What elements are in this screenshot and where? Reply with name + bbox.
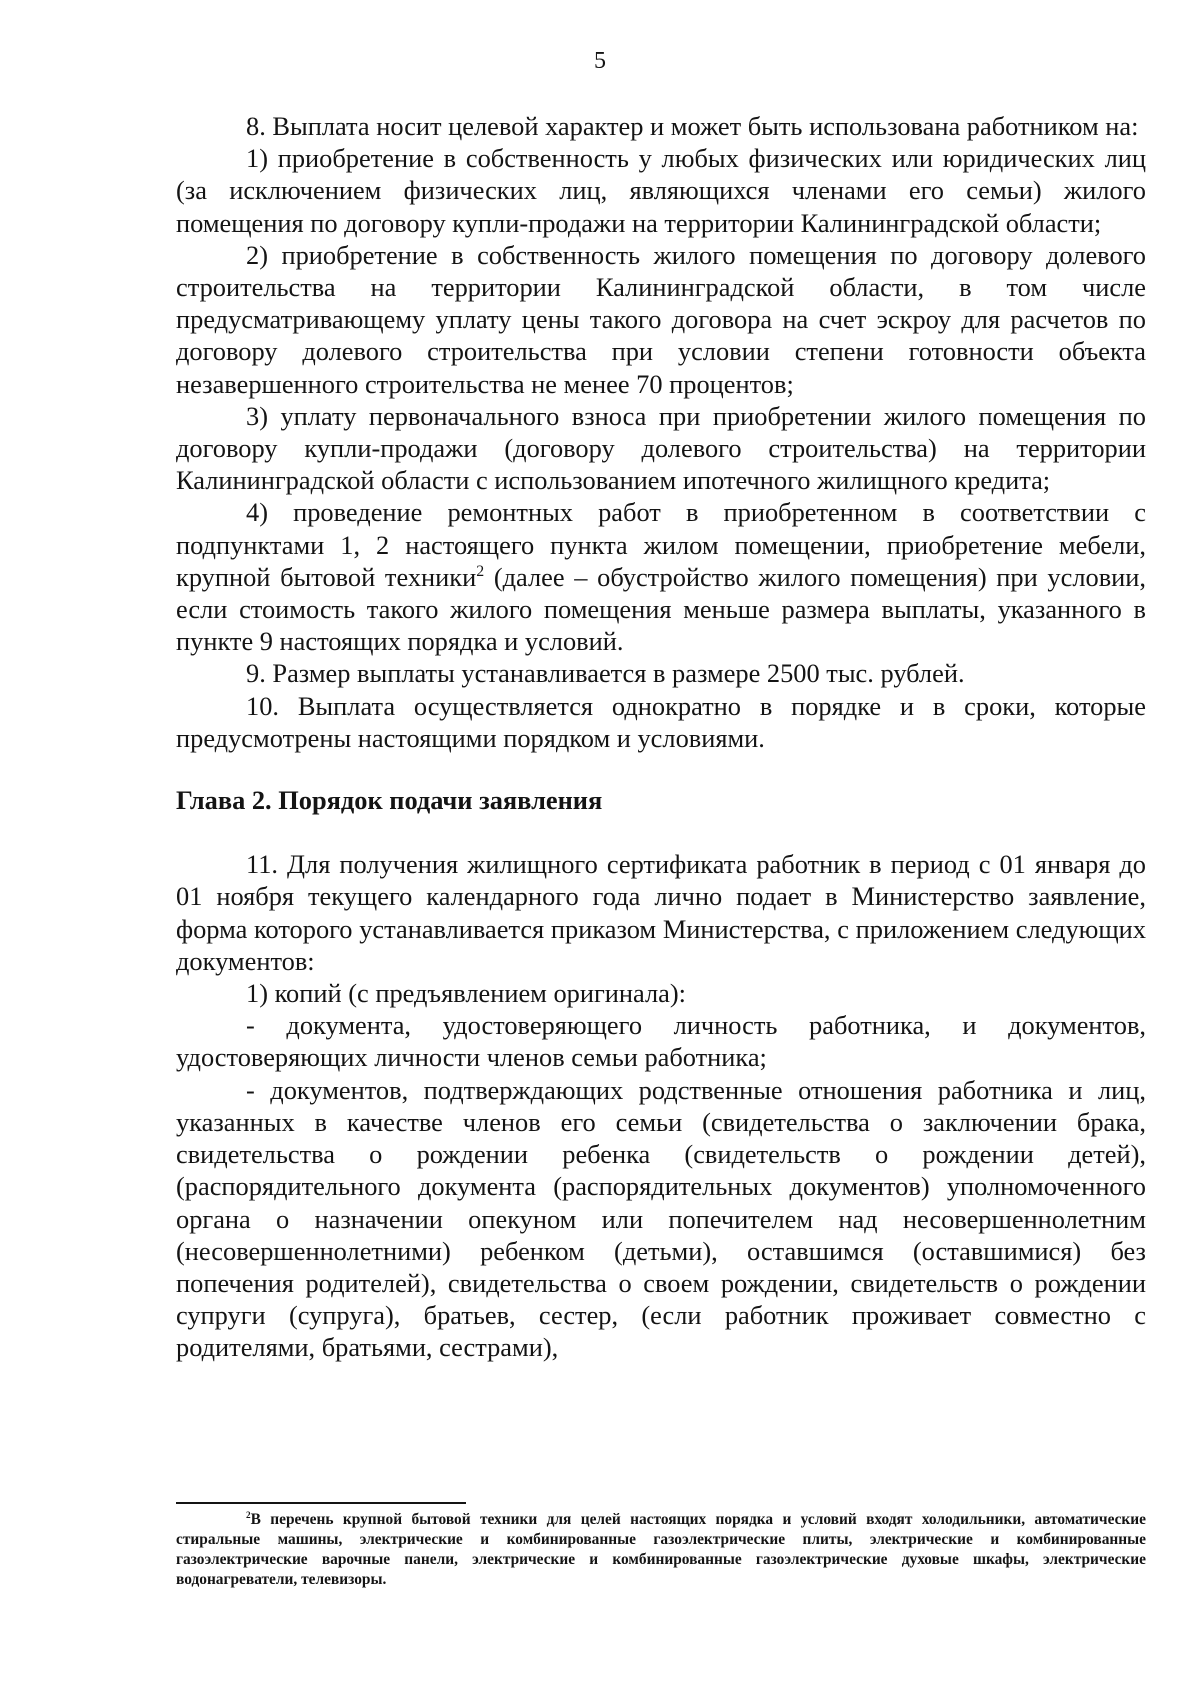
paragraph-8-item-4 (176, 496, 1146, 657)
footnote-text: В перечень крупной бытовой техники для целей настоящих порядка и условий входят холодильники, автоматические стиральные машины, электрические и комбинированные газоэлектрические плиты, электрические и комбинированные газоэлектрические варочные панели, электрические и комбинированные газоэлектрические духовые шкафы, электрические водонагреватели, телевизоры. (176, 1511, 1146, 1588)
paragraph-8-item-4-text-a: 4) проведение ремонтных работ в приобретенном в соответствии с подпунктами 1, 2 настоящего пункта жилом помещении, приобретение мебели, крупной бытовой техники (176, 497, 1146, 592)
paragraph-11-item-1-bullet-a: - документа, удостоверяющего личность работника, и документов, удостоверяющих личности членов семьи работника; (176, 1010, 1146, 1073)
paragraph-8: 8. Выплата носит целевой характер и может быть использована работником на: (246, 111, 1139, 141)
document-body (176, 110, 1146, 1364)
footnote-separator (176, 1502, 466, 1504)
paragraph-11-item-1: 1) копий (с предъявлением оригинала): (246, 978, 687, 1009)
paragraph-8-item-3: 3) уплату первоначального взноса при приобретении жилого помещения по договору купли-продажи (договору долевого строительства) на территории Калининградской области с использованием ипотечного жилищного кредита; (176, 400, 1146, 496)
paragraph-11: 11. Для получения жилищного сертификата работник в период с 01 января до 01 ноября текущего календарного года лично подает в Министерство заявление, форма которого устанавливается приказом Министерства, с приложением следующих документов: (176, 849, 1146, 976)
footnote (176, 1510, 1146, 1590)
paragraph-10: 10. Выплата осуществляется однократно в порядке и в сроки, которые предусмотрены настоящими порядком и условиями. (176, 690, 1146, 753)
paragraph-8-item-4-text-b: (далее – обустройство жилого помещения) при условии, если стоимость такого жилого помещения меньше размера выплаты, указанного в пункте 9 настоящих порядка и условий. (176, 561, 1147, 657)
footnote-reference: 2 (476, 563, 485, 581)
page-number: 5 (594, 48, 606, 74)
chapter-title: Глава 2. Порядок подачи заявления (176, 785, 603, 816)
paragraph-8-item-1: 1) приобретение в собственность у любых физических или юридических лиц (за исключением физических лиц, являющихся членами его семьи) жилого помещения по договору купли-продажи на территории Калининградской области; (176, 143, 1146, 238)
footnote-marker: 2 (246, 1509, 251, 1520)
paragraph-8-item-2: 2) приобретение в собственность жилого помещения по договору долевого строительства на территории Калининградской области, в том числе предусматривающему уплату цены такого договора на счет эскроу для расчетов по договору долевого строительства при условии степени готовности объекта незавершенного строительства не менее 70 процентов; (176, 239, 1146, 399)
paragraph-11-item-1-bullet-b: - документов, подтверждающих родственные отношения работника и лиц, указанных в качестве членов его семьи (свидетельства о заключении брака, свидетельства о рождении ребенка (свидетельств о рождении детей), (распорядительного документа (распорядительных документов) уполномоченного органа о назначении опекуном или попечителем над несовершеннолетним (несовершеннолетними) ребенком (детьми), оставшимся (оставшимися) без попечения родителей), свидетельства о своем рождении, свидетельств о рождении супруги (супруга), братьев, сестер, (если работник проживает совместно с родителями, братьями, сестрами), (176, 1074, 1146, 1363)
paragraph-9: 9. Размер выплаты устанавливается в размере 2500 тыс. рублей. (246, 658, 965, 689)
